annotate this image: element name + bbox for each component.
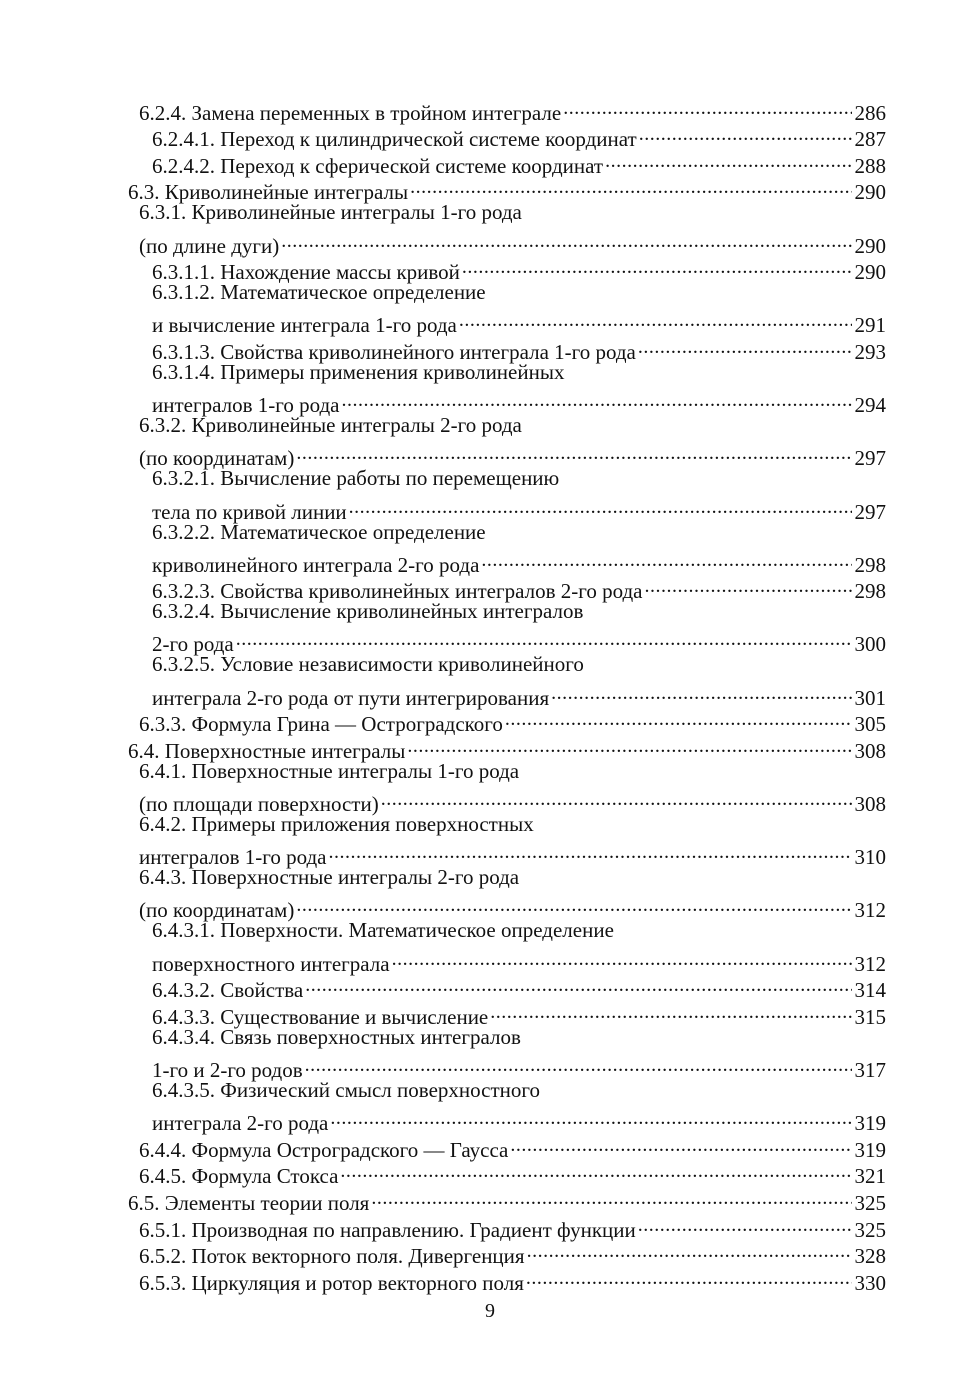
toc-entry-title: 6.5.3. Циркуляция и ротор векторного поля [139,1270,524,1295]
dot-leader [340,1157,851,1184]
dot-leader [551,678,851,705]
toc-page-number: 308 [854,792,886,817]
toc-entry-title: 6.3.1.3. Свойства криволинейного интеграла 1-го рода [152,339,636,364]
toc-page-number: 321 [854,1164,886,1189]
toc-entry-title: 6.2.4.2. Переход к сферической системе координат [152,153,604,178]
toc-page-number: 288 [854,153,886,178]
toc-entry-title: 6.4.3. Поверхностные интегралы 2-го рода [139,865,520,890]
toc-entry-line [0,997,980,1029]
toc-entry-line-continued [0,1077,980,1104]
dot-leader [371,1183,851,1210]
toc-entry[interactable] [0,465,980,524]
toc-entry[interactable] [0,651,980,710]
toc-entry[interactable] [0,519,980,577]
dot-leader [305,971,851,998]
toc-page-number: 305 [854,712,886,737]
dot-leader [563,93,851,120]
dot-leader [410,173,851,200]
toc-page-number: 298 [854,579,886,604]
dot-leader [296,439,851,466]
toc-entry-title: 6.3.1.1. Нахождение массы кривой [152,260,460,285]
toc-page-number: 290 [854,180,886,205]
toc-entry-title: 6.3.1. Криволинейные интегралы 1-го рода [139,200,522,225]
toc-entry[interactable] [0,253,980,285]
toc-entry[interactable] [0,1077,980,1136]
dot-leader [490,997,851,1024]
toc-entry-title: 6.3.1.2. Математическое определение [152,280,486,305]
toc-entry-line [0,891,980,923]
toc-entry-line [0,1237,980,1269]
toc-page-number: 294 [854,393,886,418]
toc-page-number: 297 [854,499,886,524]
toc-entry[interactable] [0,811,980,870]
toc-entry[interactable] [0,1157,980,1189]
toc-entry[interactable] [0,1024,980,1082]
dot-leader [341,386,851,413]
dot-leader [281,226,851,253]
toc-entry[interactable] [0,120,980,152]
toc-entry-title: 6.3.2. Криволинейные интегралы 2-го рода [139,413,522,438]
toc-entry-line-continued [0,359,980,386]
toc-entry-title: и вычисление интеграла 1-го рода [152,313,457,338]
dot-leader [349,492,852,519]
toc-entry[interactable] [0,359,980,418]
toc-entry-line [0,1104,980,1136]
toc-entry-title: 6.5.1. Производная по направлению. Градиент функции [139,1217,636,1242]
toc-page-number: 287 [854,127,886,152]
toc-entry-title: интеграла 2-го рода [152,1111,329,1136]
toc-entry-line [0,838,980,870]
toc-entry-line [0,1130,980,1162]
toc-entry-line [0,784,980,817]
toc-page-number: 325 [854,1190,886,1215]
toc-entry[interactable] [0,412,980,471]
toc-page-number: 328 [854,1244,886,1269]
toc-entry-line [0,120,980,152]
toc-entry-line [0,625,980,657]
toc-entry-title: (по координатам) [139,898,295,923]
toc-page-number: 293 [854,339,886,364]
toc-entry-line [0,971,980,1003]
toc-entry-title: 6.3. Криволинейные интегралы [128,180,409,205]
toc-entry-line [0,705,980,737]
toc-entry[interactable] [0,997,980,1029]
toc-entry-title: (по координатам) [139,446,295,471]
toc-entry-title: 6.4. Поверхностные интегралы [128,738,406,763]
toc-entry-line [0,1183,980,1215]
toc-entry[interactable] [0,173,980,205]
toc-entry-line [0,306,980,338]
table-of-contents [0,93,980,1295]
toc-entry-title: 6.3.2.3. Свойства криволинейных интегралов 2-го рода [152,579,643,604]
toc-entry-title: 6.4.4. Формула Остроградского — Гаусса [139,1137,509,1162]
toc-entry[interactable] [0,199,980,258]
toc-entry-title: интегралов 1-го рода [139,845,327,870]
dot-leader [645,572,852,599]
dot-leader [236,625,852,652]
toc-entry-title: 6.5.2. Поток векторного поля. Дивергенция [139,1244,525,1269]
toc-entry-line [0,545,980,577]
toc-entry[interactable] [0,731,980,763]
dot-leader [328,838,851,865]
toc-entry-title: (по площади поверхности) [139,792,379,817]
toc-entry-line [0,944,980,976]
toc-entry[interactable] [0,332,980,364]
toc-page-number: 297 [854,446,886,471]
toc-entry[interactable] [0,1183,980,1215]
toc-entry-line [0,226,980,258]
dot-leader [639,120,852,147]
toc-entry-line [0,1157,980,1189]
toc-page-number: 315 [854,1004,886,1029]
toc-entry[interactable] [0,1130,980,1162]
toc-entry-title: 6.3.3. Формула Грина — Остроградского [139,712,503,737]
toc-entry-title: 6.4.5. Формула Стокса [139,1164,339,1189]
dot-leader [505,705,852,732]
toc-entry-title: 6.3.2.5. Условие независимости криволинейного [152,652,584,677]
dot-leader [481,545,851,572]
toc-entry[interactable] [0,93,980,125]
page-number: 9 [485,1300,495,1322]
toc-entry-line [0,1050,980,1082]
toc-page-number: 319 [854,1111,886,1136]
toc-entry-line-continued [0,811,980,838]
dot-leader [407,731,851,758]
toc-entry-title: поверхностного интеграла [152,951,390,976]
toc-page-number: 325 [854,1217,886,1242]
toc-entry-line-continued [0,279,980,306]
toc-entry-line [0,146,980,178]
toc-entry-title: интеграла 2-го рода от пути интегрирования [152,685,550,710]
dot-leader [330,1104,851,1131]
toc-entry-title: интегралов 1-го рода [152,393,340,418]
dot-leader [462,253,852,280]
dot-leader [392,944,852,971]
dot-leader [638,1210,852,1237]
toc-entry-title: 6.4.3.4. Связь поверхностных интегралов [152,1024,521,1049]
dot-leader [459,306,852,333]
toc-page-number: 312 [854,898,886,923]
toc-page-number: 330 [854,1270,886,1295]
toc-entry-line-continued [0,199,980,226]
dot-leader [638,332,852,359]
toc-entry-line-continued [0,917,980,944]
toc-entry-line [0,572,980,604]
toc-entry-line-continued [0,651,980,678]
toc-page-number: 314 [854,978,886,1003]
toc-entry[interactable] [0,864,980,923]
toc-entry-title: 1-го и 2-го родов [152,1057,303,1082]
toc-entry-line [0,332,980,364]
toc-entry-title: 6.3.2.2. Математическое определение [152,519,486,544]
toc-page-number: 317 [854,1057,886,1082]
toc-entry-title: 6.4.3.2. Свойства [152,978,304,1003]
toc-page-number: 310 [854,845,886,870]
toc-entry-line-continued [0,598,980,625]
dot-leader [605,146,851,173]
toc-entry-line [0,731,980,763]
toc-entry[interactable] [0,146,980,178]
toc-entry-title: 6.4.2. Примеры приложения поверхностных [139,812,534,837]
toc-entry-line-continued [0,465,980,492]
toc-entry-title: 6.3.1.4. Примеры применения криволинейных [152,359,565,384]
toc-entry-line-continued [0,758,980,785]
toc-entry-line [0,173,980,205]
toc-page-number: 300 [854,632,886,657]
dot-leader [296,891,851,918]
toc-entry-line-continued [0,519,980,546]
toc-entry[interactable] [0,598,980,657]
toc-entry-title: (по длине дуги) [139,233,280,258]
toc-entry-line-continued [0,412,980,439]
toc-entry-title: 2-го рода [152,632,234,657]
toc-entry-title: 6.3.2.1. Вычисление работы по перемещению [152,466,560,491]
toc-entry-line [0,93,980,125]
toc-entry-title: 6.3.2.4. Вычисление криволинейных интегралов [152,599,584,624]
toc-entry-line [0,1263,980,1295]
toc-page-number: 298 [854,552,886,577]
toc-page-number: 312 [854,951,886,976]
toc-page-number: 319 [854,1137,886,1162]
toc-entry-title: 6.2.4.1. Переход к цилиндрической системе координат [152,127,637,152]
toc-entry[interactable] [0,572,980,604]
toc-entry-title: 6.5. Элементы теории поля [128,1190,370,1215]
toc-entry-line [0,439,980,471]
toc-entry-title: криволинейного интеграла 2-го рода [152,552,480,577]
toc-entry-title: тела по кривой линии [152,499,347,524]
toc-entry-line [0,1210,980,1242]
toc-entry-line-continued [0,1024,980,1051]
toc-page-number: 290 [854,233,886,258]
toc-entry-title: 6.4.3.5. Физический смысл поверхностного [152,1077,540,1102]
toc-entry[interactable] [0,1263,980,1295]
toc-entry[interactable] [0,705,980,737]
dot-leader [526,1263,852,1290]
toc-entry-line [0,386,980,418]
toc-page-number: 290 [854,260,886,285]
toc-entry-line [0,492,980,524]
toc-entry[interactable] [0,1237,980,1269]
toc-page-number: 286 [854,100,886,125]
toc-entry-line [0,678,980,710]
toc-entry-title: 6.4.3.3. Существование и вычисление [152,1004,489,1029]
toc-entry[interactable] [0,758,980,817]
toc-entry[interactable] [0,971,980,1003]
toc-entry-title: 6.4.1. Поверхностные интегралы 1-го рода [139,758,520,783]
toc-entry-title: 6.4.3.1. Поверхности. Математическое определение [152,918,614,943]
dot-leader [381,784,852,811]
dot-leader [510,1130,851,1157]
toc-page-number: 301 [854,685,886,710]
toc-entry-line-continued [0,864,980,891]
dot-leader [305,1050,852,1077]
toc-entry[interactable] [0,917,980,976]
toc-entry[interactable] [0,279,980,338]
toc-page-number: 308 [854,738,886,763]
toc-entry-line [0,253,980,285]
toc-entry-title: 6.2.4. Замена переменных в тройном интеграле [139,100,562,125]
dot-leader [527,1237,852,1264]
toc-entry[interactable] [0,1210,980,1242]
toc-page-number: 291 [854,313,886,338]
